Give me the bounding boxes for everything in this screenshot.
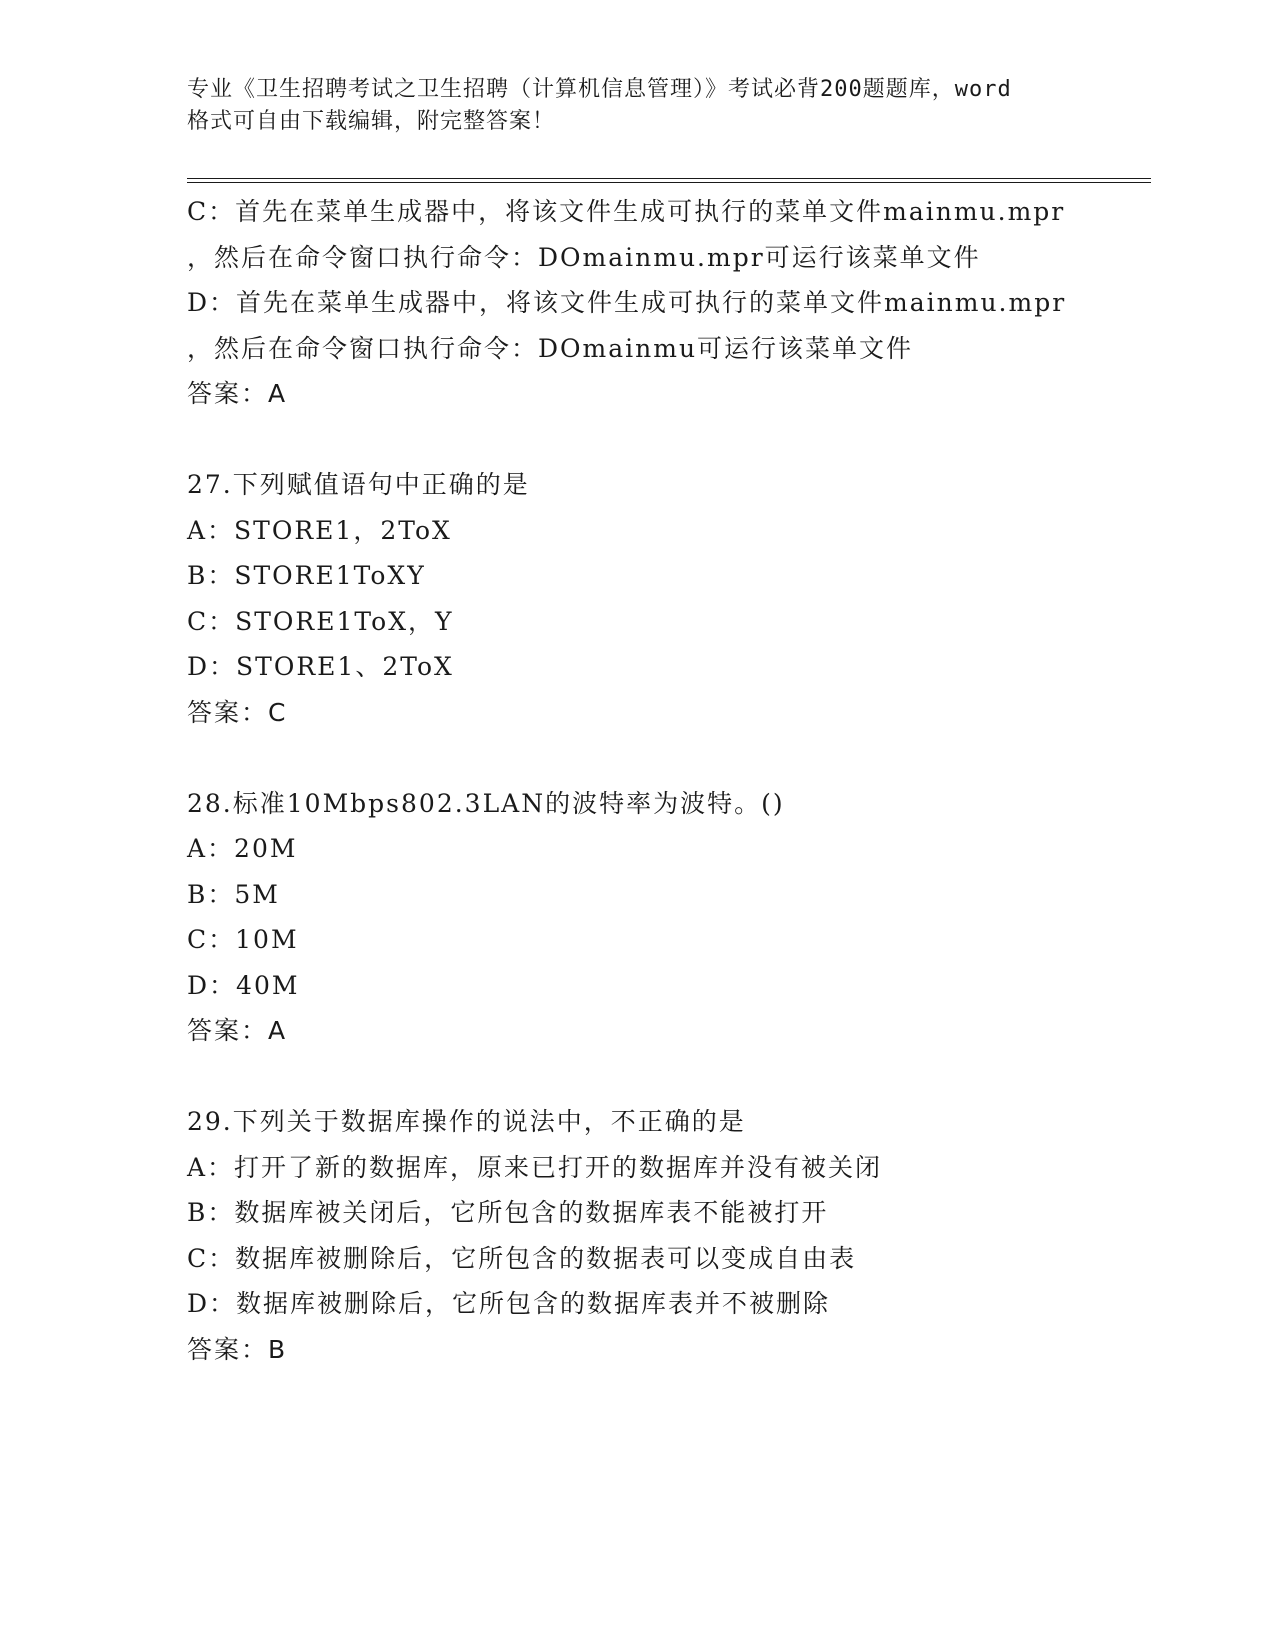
document-header [187, 74, 1087, 138]
answer-line: 答案：C [187, 697, 288, 727]
option-b: B：STORE1ToXY [187, 561, 426, 590]
option-d: D：40M [187, 970, 300, 1000]
option-c: C：10M [187, 925, 299, 954]
question-block-27 [187, 462, 1147, 735]
header-line-1: 专业《卫生招聘考试之卫生招聘（计算机信息管理）》考试必背200题题库，word [187, 77, 1012, 102]
option-a: A：20M [187, 834, 298, 863]
option-b: B：5M [187, 879, 280, 909]
option-d: D：首先在菜单生成器中，将该文件生成可执行的菜单文件mainmu.mpr [187, 288, 1067, 317]
option-c-continued: ，然后在命令窗口执行命令：DOmainmu.mpr可运行该菜单文件 [187, 242, 981, 272]
question-list [187, 189, 1147, 1372]
answer-line: 答案：B [187, 1334, 288, 1364]
option-c: C：首先在菜单生成器中，将该文件生成可执行的菜单文件mainmu.mpr [187, 197, 1066, 226]
header-line-2: 格式可自由下载编辑，附完整答案！ [187, 109, 556, 134]
option-a: A：打开了新的数据库，原来已打开的数据库并没有被关闭 [187, 1152, 883, 1182]
option-a: A：STORE1，2ToX [187, 515, 452, 545]
question-block-28 [187, 781, 1147, 1054]
option-c: C：STORE1ToX，Y [187, 606, 454, 636]
spacer [187, 1054, 1147, 1100]
spacer [187, 735, 1147, 781]
option-d: D：数据库被删除后，它所包含的数据库表并不被删除 [187, 1289, 831, 1318]
option-b: B：数据库被关闭后，它所包含的数据库表不能被打开 [187, 1198, 829, 1227]
question-text: 27.下列赋值语句中正确的是 [187, 470, 530, 499]
question-text: 28.标准10Mbps802.3LAN的波特率为波特。() [187, 788, 785, 818]
question-block-26 [187, 189, 1147, 417]
question-text: 29.下列关于数据库操作的说法中，不正确的是 [187, 1107, 746, 1136]
answer-line: 答案：A [187, 1016, 288, 1045]
question-block-29 [187, 1099, 1147, 1372]
header-double-rule [187, 178, 1151, 183]
answer-line: 答案：A [187, 379, 288, 408]
option-d-continued: ，然后在命令窗口执行命令：DOmainmu可运行该菜单文件 [187, 333, 914, 363]
option-d: D：STORE1、2ToX [187, 652, 454, 681]
option-c: C：数据库被删除后，它所包含的数据表可以变成自由表 [187, 1243, 857, 1273]
spacer [187, 417, 1147, 463]
